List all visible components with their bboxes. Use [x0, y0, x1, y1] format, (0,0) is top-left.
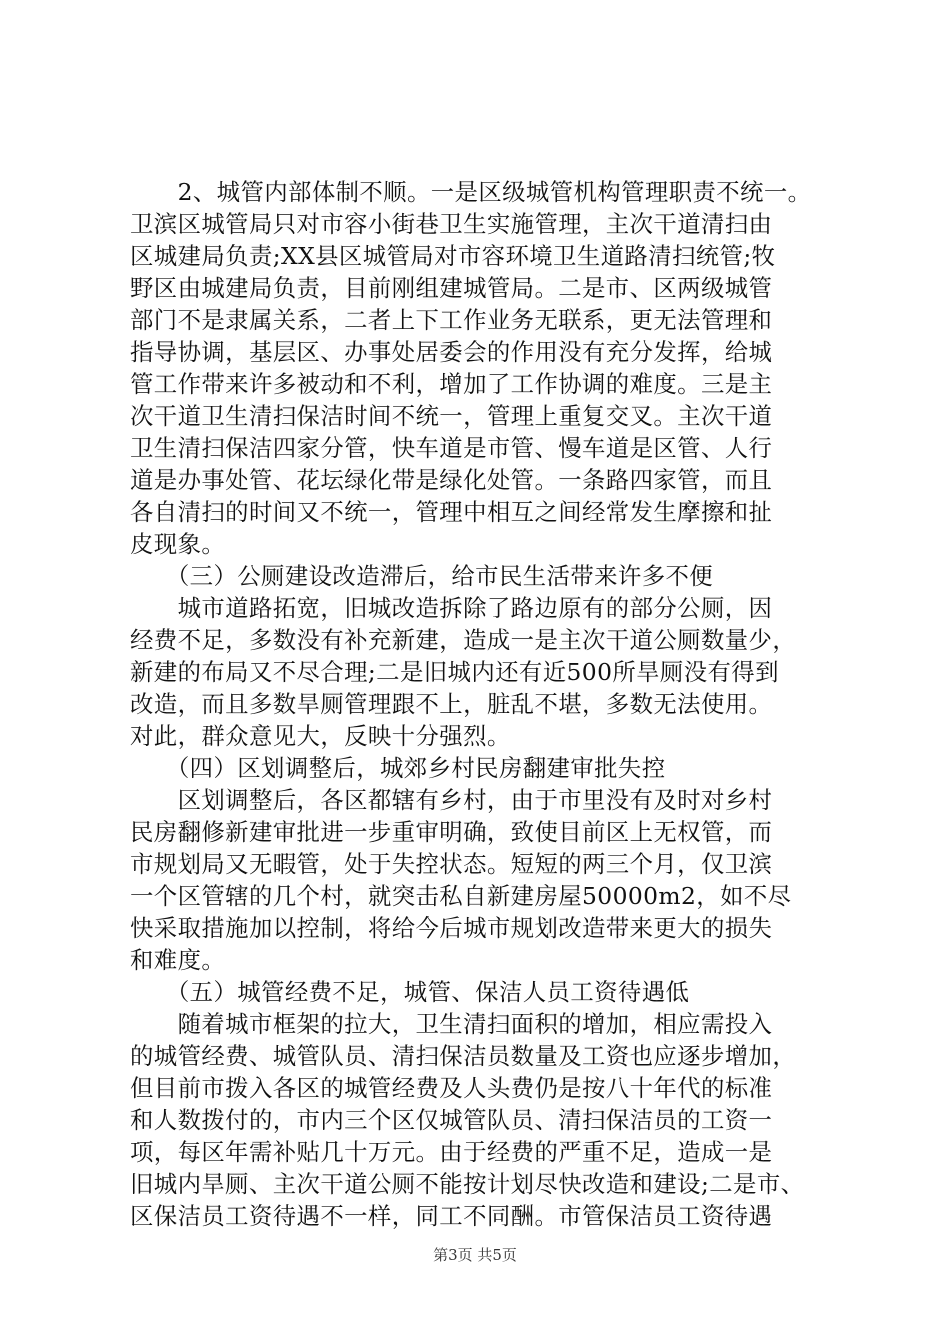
- page-number-footer: 第3页 共5页: [433, 1246, 517, 1264]
- text-line: 指导协调，基层区、办事处居委会的作用没有充分发挥，给城: [130, 338, 773, 366]
- text-line: 快采取措施加以控制，将给今后城市规划改造带来更大的损失: [130, 914, 773, 942]
- section-heading: （五）城管经费不足，城管、保洁人员工资待遇低: [130, 978, 690, 1006]
- text-line: 一个区管辖的几个村，就突击私自新建房屋50000m2，如不尽: [130, 882, 792, 910]
- text-line: 区城建局负责;XX县区城管局对市容环境卫生道路清扫统管;牧: [130, 242, 776, 270]
- text-line: 和难度。: [130, 946, 226, 974]
- text-line: 2、城管内部体制不顺。一是区级城管机构管理职责不统一。: [130, 178, 812, 206]
- text-line: 项，每区年需补贴几十万元。由于经费的严重不足，造成一是: [130, 1138, 773, 1166]
- text-line: 改造，而且多数旱厕管理跟不上，脏乱不堪，多数无法使用。: [130, 690, 773, 718]
- text-line: 民房翻修新建审批进一步重审明确，致使目前区上无权管，而: [130, 818, 773, 846]
- text-line: 区划调整后，各区都辖有乡村，由于市里没有及时对乡村: [130, 786, 773, 814]
- text-line: 各自清扫的时间又不统一，管理中相互之间经常发生摩擦和扯: [130, 498, 773, 526]
- text-line: 道是办事处管、花坛绿化带是绿化处管。一条路四家管，而且: [130, 466, 773, 494]
- text-line: 市规划局又无暇管，处于失控状态。短短的两三个月，仅卫滨: [130, 850, 773, 878]
- text-line: 但目前市拨入各区的城管经费及人头费仍是按八十年代的标准: [130, 1074, 773, 1102]
- text-line: 部门不是隶属关系，二者上下工作业务无联系，更无法管理和: [130, 306, 773, 334]
- text-line: 和人数拨付的，市内三个区仅城管队员、清扫保洁员的工资一: [130, 1106, 773, 1134]
- text-line: 皮现象。: [130, 530, 226, 558]
- text-line: 旧城内旱厕、主次干道公厕不能按计划尽快改造和建设;二是市、: [130, 1170, 805, 1198]
- text-line: 对此，群众意见大，反映十分强烈。: [130, 722, 511, 750]
- text-line: 新建的布局又不尽合理;二是旧城内还有近500所旱厕没有得到: [130, 658, 779, 686]
- text-line: 随着城市框架的拉大，卫生清扫面积的增加，相应需投入: [130, 1010, 773, 1038]
- text-line: 管工作带来许多被动和不利，增加了工作协调的难度。三是主: [130, 370, 773, 398]
- text-line: 卫滨区城管局只对市容小街巷卫生实施管理，主次干道清扫由: [130, 210, 773, 238]
- text-line: 野区由城建局负责，目前刚组建城管局。二是市、区两级城管: [130, 274, 773, 302]
- text-line: 卫生清扫保洁四家分管，快车道是市管、慢车道是区管、人行: [130, 434, 773, 462]
- text-line: 的城管经费、城管队员、清扫保洁员数量及工资也应逐步增加，: [130, 1042, 797, 1070]
- section-heading: （三）公厕建设改造滞后，给市民生活带来许多不便: [130, 562, 714, 590]
- section-heading: （四）区划调整后，城郊乡村民房翻建审批失控: [130, 754, 666, 782]
- text-line: 次干道卫生清扫保洁时间不统一，管理上重复交叉。主次干道: [130, 402, 773, 430]
- text-line: 区保洁员工资待遇不一样，同工不同酬。市管保洁员工资待遇: [130, 1202, 773, 1230]
- text-line: 经费不足，多数没有补充新建，造成一是主次干道公厕数量少，: [130, 626, 797, 654]
- document-body: [130, 176, 850, 1232]
- text-line: 城市道路拓宽，旧城改造拆除了路边原有的部分公厕，因: [130, 594, 773, 622]
